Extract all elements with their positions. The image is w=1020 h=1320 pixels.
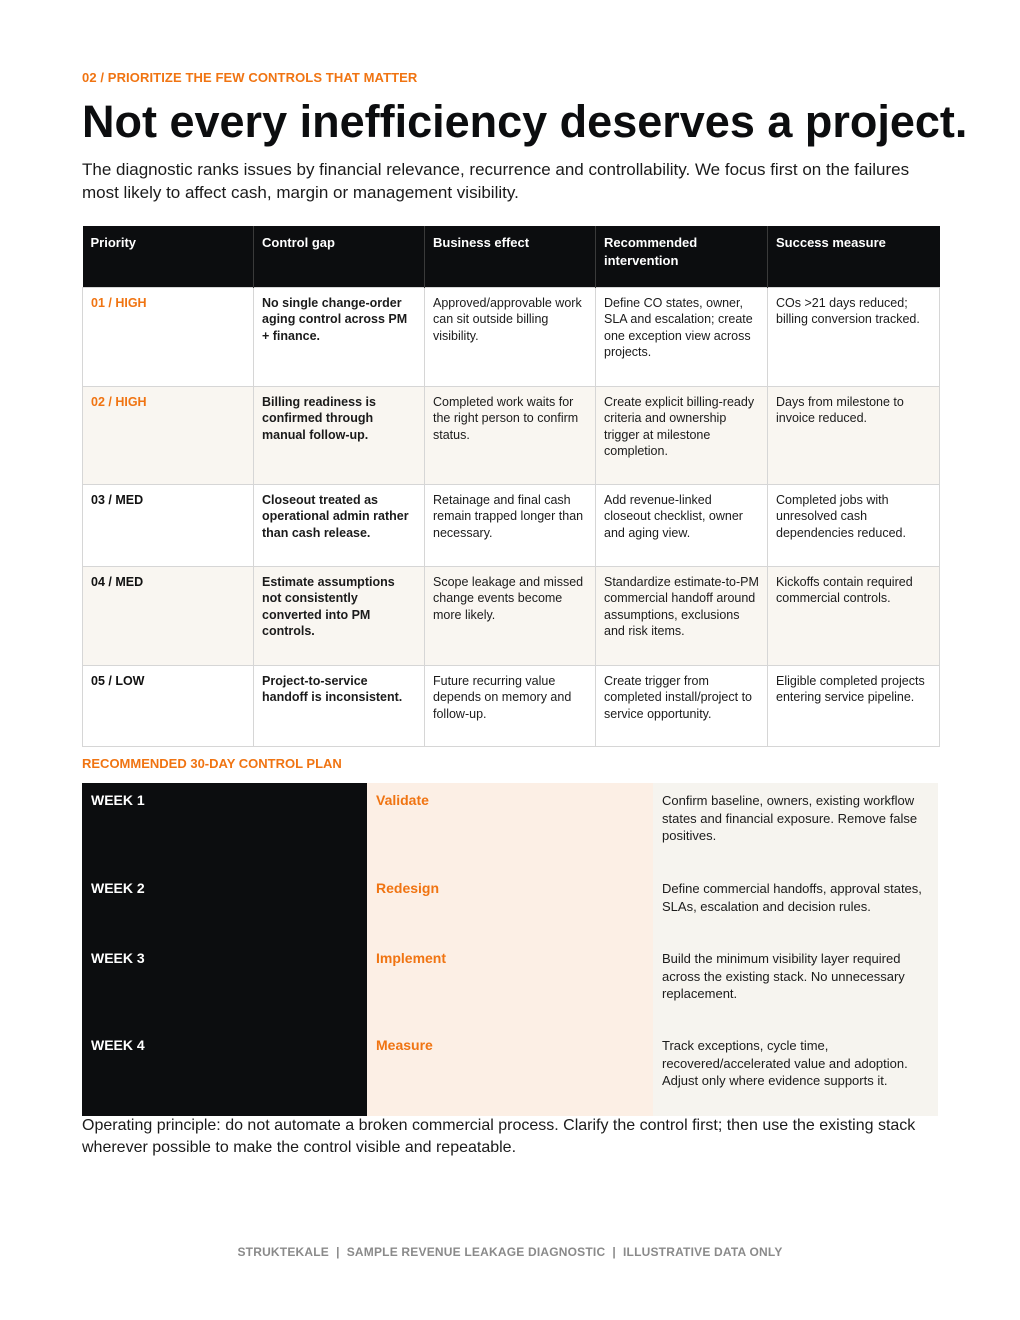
success-measure-cell: Eligible completed projects entering service pipeline. [768, 665, 940, 746]
business-effect-cell: Future recurring value depends on memory and follow-up. [425, 665, 596, 746]
phase-description: Track exceptions, cycle time, recovered/accelerated value and adoption. Adjust only where evidence supports it. [662, 1038, 908, 1089]
column-header-priority: Priority [83, 226, 254, 287]
priority-table [82, 226, 940, 747]
description-column [653, 783, 938, 1116]
business-effect-cell: Scope leakage and missed change events become more likely. [425, 566, 596, 665]
table-row [83, 665, 940, 746]
phase-description: Define commercial handoffs, approval states, SLAs, escalation and decision rules. [662, 881, 922, 914]
week-label: WEEK 4 [91, 1037, 145, 1053]
page-footer [0, 1245, 1020, 1259]
intro-paragraph: The diagnostic ranks issues by financial relevance, recurrence and controllability. We focus first on the failures most likely to affect cash, margin or management visibility. [82, 160, 910, 202]
priority-cell: 01 / HIGH [83, 287, 254, 386]
priority-cell: 04 / MED [83, 566, 254, 665]
table-row [83, 287, 940, 386]
week-label: WEEK 2 [91, 880, 145, 896]
control-gap-cell: Project-to-service handoff is inconsistent. [254, 665, 425, 746]
column-header-success-measure: Success measure [768, 226, 940, 287]
success-measure-cell: Completed jobs with unresolved cash dependencies reduced. [768, 484, 940, 566]
intervention-cell: Create explicit billing-ready criteria and ownership trigger at milestone completion. [596, 386, 768, 484]
phase-description: Confirm baseline, owners, existing workflow states and financial exposure. Remove false positives. [662, 793, 918, 844]
phase-label: Implement [376, 950, 447, 966]
phase-label: Measure [376, 1037, 433, 1053]
intervention-cell: Standardize estimate-to-PM commercial handoff around assumptions, exclusions and risk items. [596, 566, 768, 665]
week-label: WEEK 1 [91, 792, 145, 808]
control-plan-title: RECOMMENDED 30-DAY CONTROL PLAN [82, 756, 342, 771]
priority-cell: 02 / HIGH [83, 386, 254, 484]
business-effect-cell: Approved/approvable work can sit outside billing visibility. [425, 287, 596, 386]
table-header-row [83, 226, 940, 287]
business-effect-cell: Completed work waits for the right person to confirm status. [425, 386, 596, 484]
table-row [83, 566, 940, 665]
success-measure-cell: Kickoffs contain required commercial controls. [768, 566, 940, 665]
priority-cell: 05 / LOW [83, 665, 254, 746]
page-title: Not every inefficiency deserves a project. [82, 96, 968, 147]
control-gap-cell: No single change-order aging control across PM + finance. [254, 287, 425, 386]
intervention-cell: Define CO states, owner, SLA and escalation; create one exception view across projects. [596, 287, 768, 386]
operating-principle: Operating principle: do not automate a broken commercial process. Clarify the control first; then use the existing stack wherever possible to make the control visible and repeatable. [82, 1117, 916, 1156]
control-gap-cell: Estimate assumptions not consistently converted into PM controls. [254, 566, 425, 665]
success-measure-cell: Days from milestone to invoice reduced. [768, 386, 940, 484]
control-gap-cell: Billing readiness is confirmed through manual follow-up. [254, 386, 425, 484]
control-gap-cell: Closeout treated as operational admin rather than cash release. [254, 484, 425, 566]
table-row [83, 386, 940, 484]
column-header-control-gap: Control gap [254, 226, 425, 287]
success-measure-cell: COs >21 days reduced; billing conversion tracked. [768, 287, 940, 386]
phase-label: Validate [376, 792, 429, 808]
intervention-cell: Create trigger from completed install/project to service opportunity. [596, 665, 768, 746]
phase-column [367, 783, 653, 1116]
phase-label: Redesign [376, 880, 440, 896]
phase-description: Build the minimum visibility layer required across the existing stack. No unnecessary replacement. [662, 951, 905, 1002]
section-eyebrow: 02 / PRIORITIZE THE FEW CONTROLS THAT MATTER [82, 70, 418, 85]
intervention-cell: Add revenue-linked closeout checklist, owner and aging view. [596, 484, 768, 566]
column-header-business-effect: Business effect [425, 226, 596, 287]
business-effect-cell: Retainage and final cash remain trapped longer than necessary. [425, 484, 596, 566]
control-plan-grid [82, 783, 938, 1116]
week-column [82, 783, 367, 1116]
footer-text: STRUKTEKALE | SAMPLE REVENUE LEAKAGE DIAGNOSTIC | ILLUSTRATIVE DATA ONLY [237, 1245, 783, 1259]
priority-cell: 03 / MED [83, 484, 254, 566]
week-label: WEEK 3 [91, 950, 145, 966]
column-header-recommended-intervention: Recommended intervention [596, 226, 768, 287]
table-row [83, 484, 940, 566]
